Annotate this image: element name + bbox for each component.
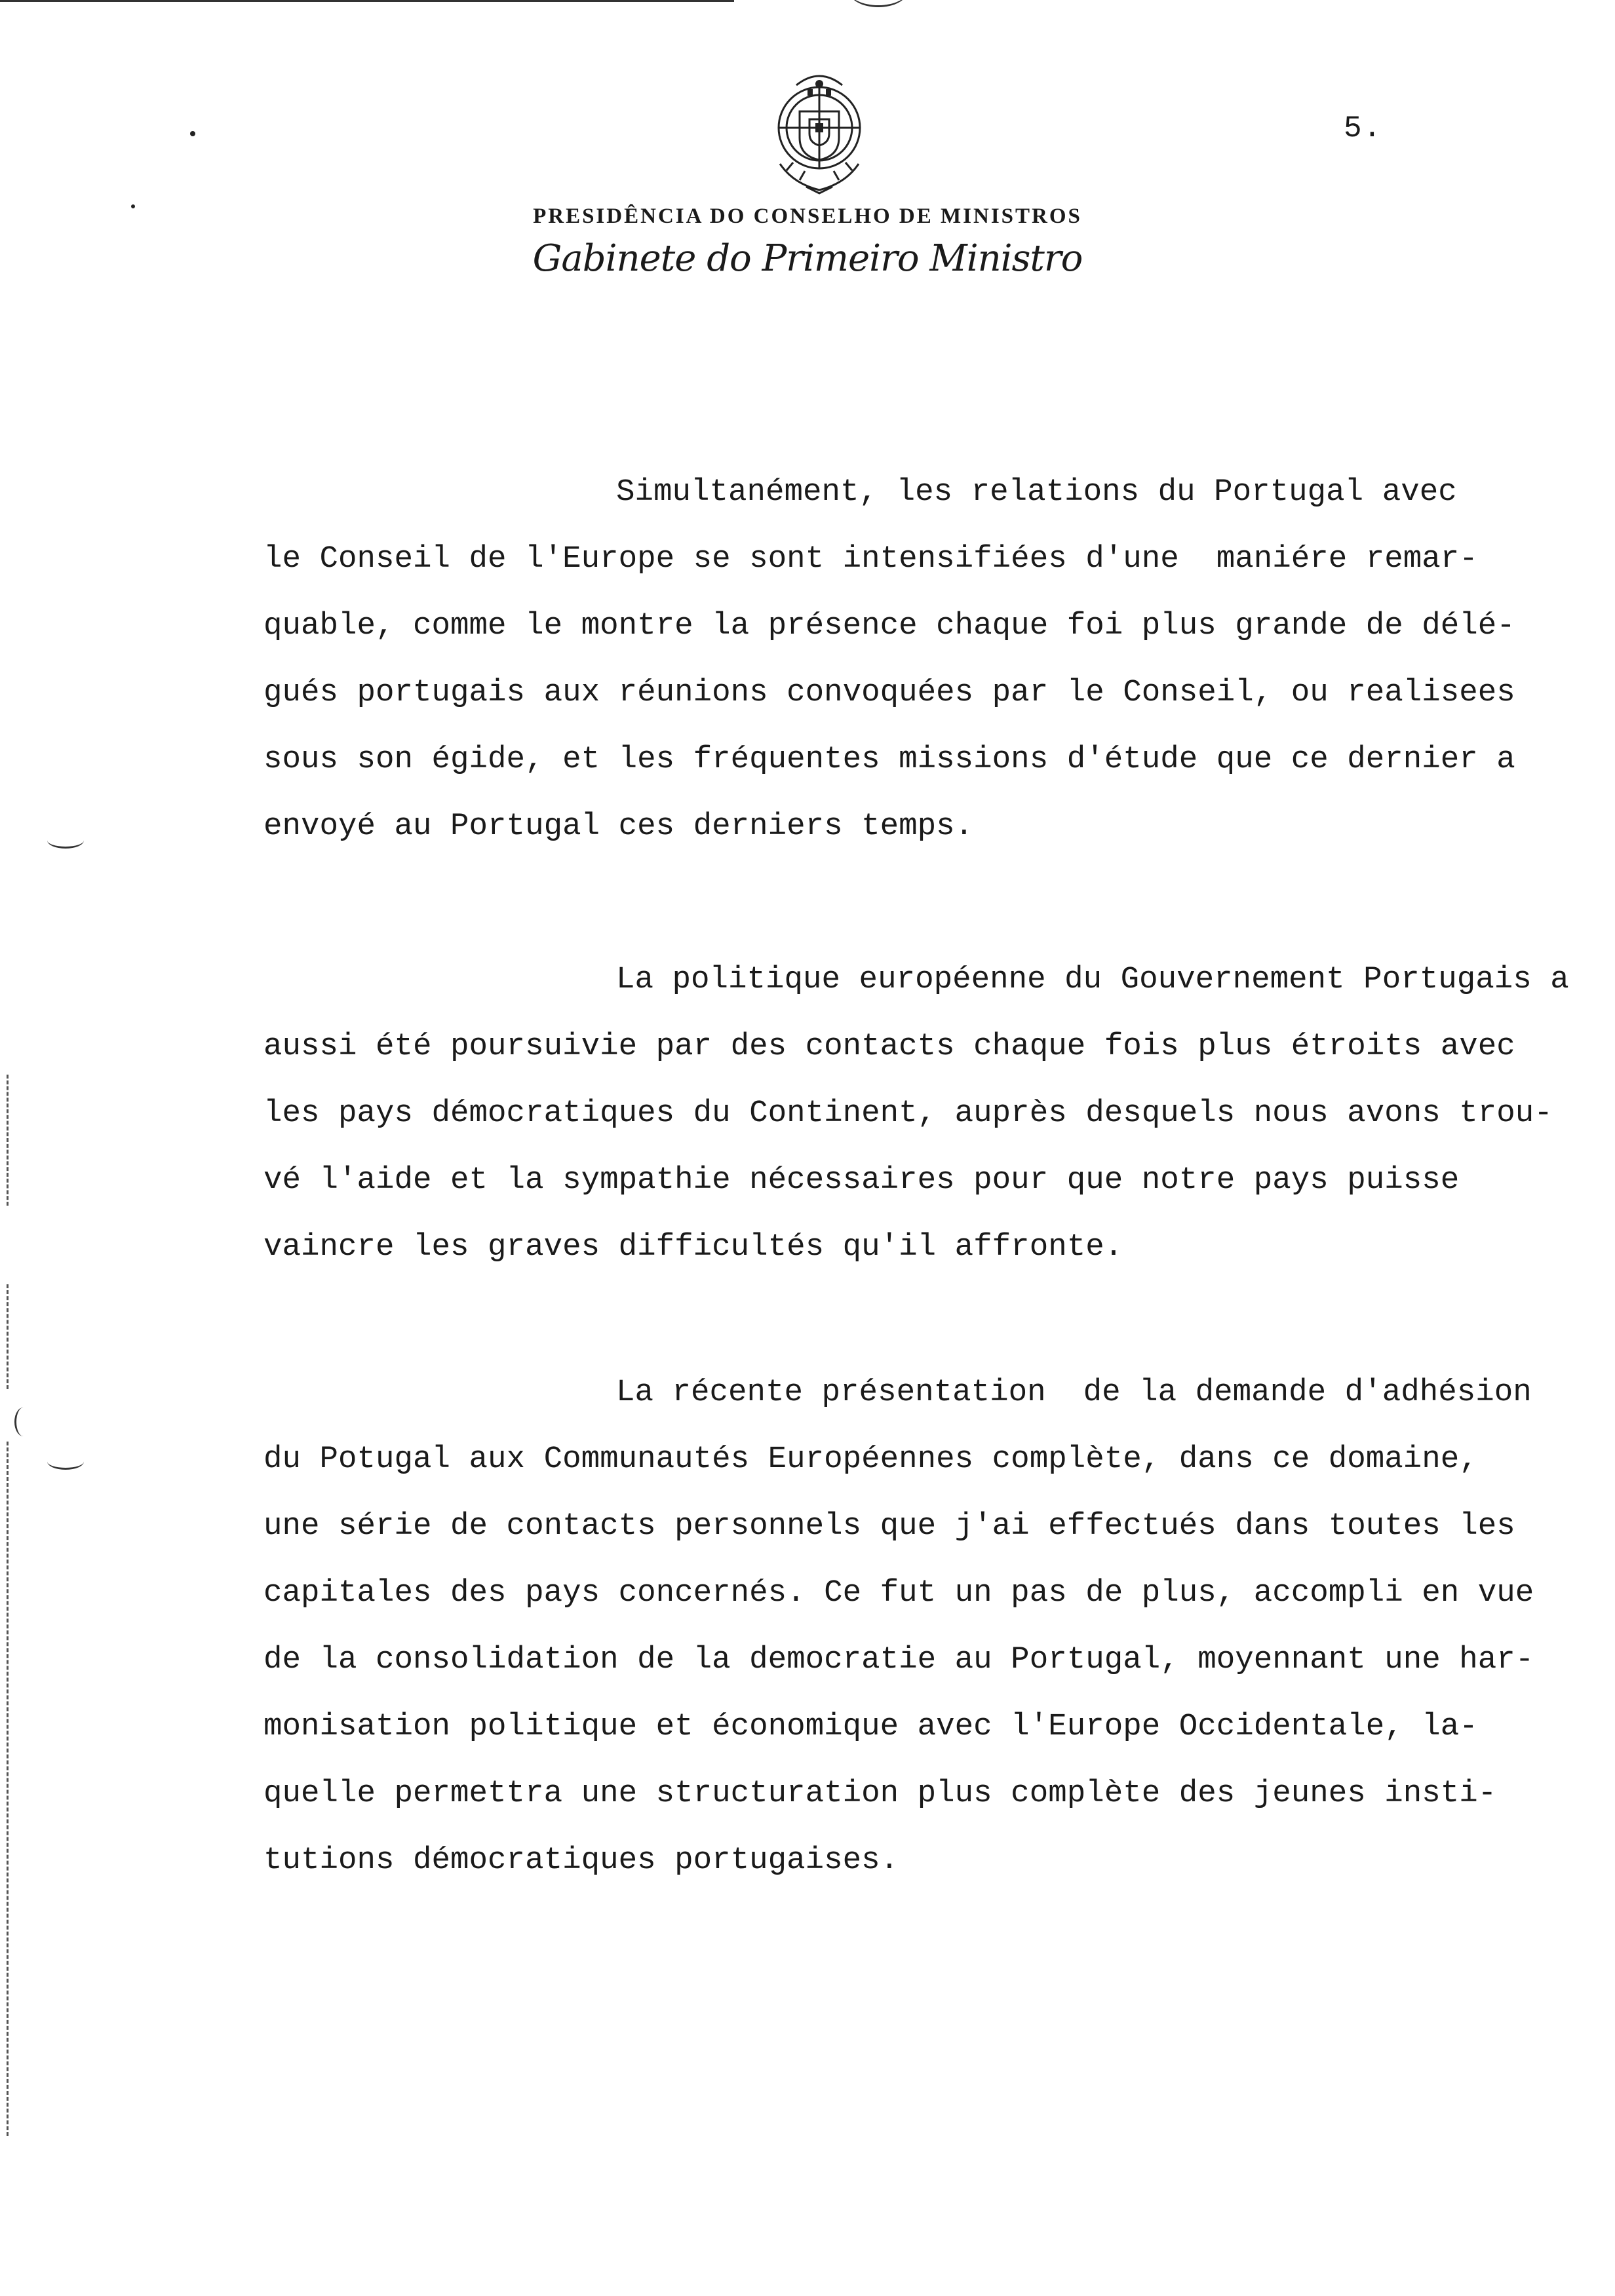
text-line: La récente présentation de la demande d'adhésion	[616, 1375, 1532, 1410]
margin-dashed-line	[7, 1442, 10, 2136]
text-line: vaincre les graves difficultés qu'il affronte.	[263, 1229, 1123, 1265]
text-line: quable, comme le montre la présence chaque foi plus grande de délé-	[263, 608, 1515, 643]
margin-curve-mark	[47, 832, 84, 849]
text-line: le Conseil de l'Europe se sont intensifiées d'une maniére remar-	[263, 541, 1478, 577]
margin-dashed-line	[7, 1075, 10, 1206]
text-line: monisation politique et économique avec l'Europe Occidentale, la-	[263, 1709, 1478, 1744]
paragraph-1	[263, 459, 1601, 860]
margin-dashed-line	[7, 1284, 10, 1389]
text-line: sous son égide, et les fréquentes missions d'étude que ce dernier a	[263, 742, 1515, 777]
text-line: La politique européenne du Gouvernement Portugais a	[616, 962, 1569, 997]
office-subtitle: Gabinete do Primeiro Ministro	[532, 237, 1083, 280]
scan-top-arc	[849, 0, 908, 7]
scan-speck	[190, 131, 195, 136]
text-line: Simultanément, les relations du Portugal avec	[616, 474, 1457, 510]
paragraph-3	[263, 1359, 1601, 1894]
paragraph-2	[263, 946, 1601, 1280]
text-line: envoyé au Portugal ces derniers temps.	[263, 809, 974, 844]
text-line: de la consolidation de la democratie au Portugal, moyennant une har-	[263, 1642, 1534, 1677]
coat-of-arms-icon	[760, 66, 878, 197]
text-line: tutions démocratiques portugaises.	[263, 1843, 899, 1878]
text-line: vé l'aide et la sympathie nécessaires pour que notre pays puisse	[263, 1162, 1460, 1198]
text-line: du Potugal aux Communautés Européennes complète, dans ce domaine,	[263, 1442, 1478, 1477]
text-line: capitales des pays concernés. Ce fut un pas de plus, accompli en vue	[263, 1575, 1534, 1611]
text-line: quelle permettra une structuration plus complète des jeunes insti-	[263, 1776, 1497, 1811]
scan-top-rule	[0, 0, 734, 2]
page-number: 5.	[1344, 111, 1383, 145]
text-line: une série de contacts personnels que j'ai effectués dans toutes les	[263, 1508, 1515, 1544]
text-line: aussi été poursuivie par des contacts chaque fois plus étroits avec	[263, 1029, 1515, 1064]
text-line: les pays démocratiques du Continent, auprès desquels nous avons trou-	[263, 1096, 1553, 1131]
margin-curve-mark	[47, 1453, 84, 1470]
text-line: gués portugais aux réunions convoquées par le Conseil, ou realisees	[263, 675, 1515, 710]
office-title: PRESIDÊNCIA DO CONSELHO DE MINISTROS	[533, 204, 1082, 228]
margin-paren-mark	[14, 1407, 32, 1436]
